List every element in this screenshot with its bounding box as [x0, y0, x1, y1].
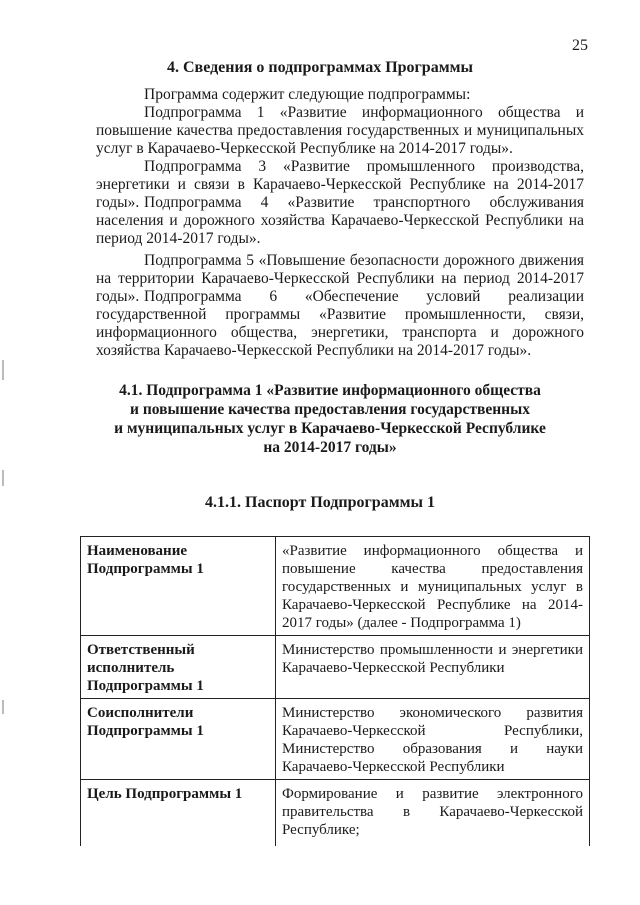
row-label-name: Наименование Подпрограммы 1 [81, 537, 276, 636]
row-value-responsible: Министерство промышленности и энергетики Карачаево-Черкесской Республики [276, 636, 590, 699]
subprogram-6-paragraph: Подпрограмма 6 «Обеспечение условий реализации государственной программы «Развитие промышленности, связи, информационного общества, энергетики, транспорта и дорожного хозяйства Карачаево-Черкесской Республики на 2014-2017 годы». [96, 288, 584, 359]
subprogram-3-paragraph: Подпрограмма 3 «Развитие промышленного производства, энергетики и связи в Карачаево-Черкесской Республике на 2014-2017 годы». [96, 158, 584, 211]
subsection-title [70, 381, 590, 457]
row-value-goal: Формирование и развитие электронного правительства в Карачаево-Черкесской Республике; [276, 780, 590, 847]
intro-paragraph: Программа содержит следующие подпрограммы: [144, 86, 471, 103]
subsection-title-line: 4.1. Подпрограмма 1 «Развитие информационного общества [119, 382, 541, 399]
subprogram-4-paragraph: Подпрограмма 4 «Развитие транспортного обслуживания населения и дорожного хозяйства Карачаево-Черкесской Республики на период 2014-2017 годы». [96, 194, 584, 247]
passport-title: 4.1.1. Паспорт Подпрограммы 1 [205, 494, 435, 511]
subsection-title-line: и муниципальных услуг в Карачаево-Черкесской Республике [114, 420, 546, 437]
page-number: 25 [572, 37, 588, 54]
subprogram-1-paragraph: Подпрограмма 1 «Развитие информационного общества и повышение качества предоставления государственных и муниципальных услуг в Карачаево-Черкесской Республике на 2014-2017 годы». [96, 104, 584, 157]
row-label-responsible: Ответственный исполнитель Подпрограммы 1 [81, 636, 276, 699]
subsection-title-line: и повышение качества предоставления государственных [130, 401, 530, 418]
scan-artifact [2, 700, 4, 714]
row-value-name: «Развитие информационного общества и повышение качества предоставления государственных и муниципальных услуг в Карачаево-Черкесской Республике на 2014-2017 годы» (далее - Подпрограмма 1) [276, 537, 590, 636]
row-label-goal: Цель Подпрограммы 1 [81, 780, 276, 847]
section-title: 4. Сведения о подпрограммах Программы [167, 59, 473, 76]
table-row [81, 699, 590, 780]
row-value-coexecutors: Министерство экономического развития Карачаево-Черкесской Республики, Министерство образования и науки Карачаево-Черкесской Республики [276, 699, 590, 780]
table-row [81, 780, 590, 847]
scan-artifact [2, 360, 4, 380]
subsection-title-line: на 2014-2017 годы» [263, 439, 397, 456]
row-label-coexecutors: Соисполнители Подпрограммы 1 [81, 699, 276, 780]
table-row [81, 636, 590, 699]
scan-artifact [2, 470, 4, 486]
passport-table [80, 536, 590, 846]
subprogram-5-paragraph: Подпрограмма 5 «Повышение безопасности дорожного движения на территории Карачаево-Черкесской Республики на период 2014-2017 годы». [96, 252, 584, 305]
table-row [81, 537, 590, 636]
